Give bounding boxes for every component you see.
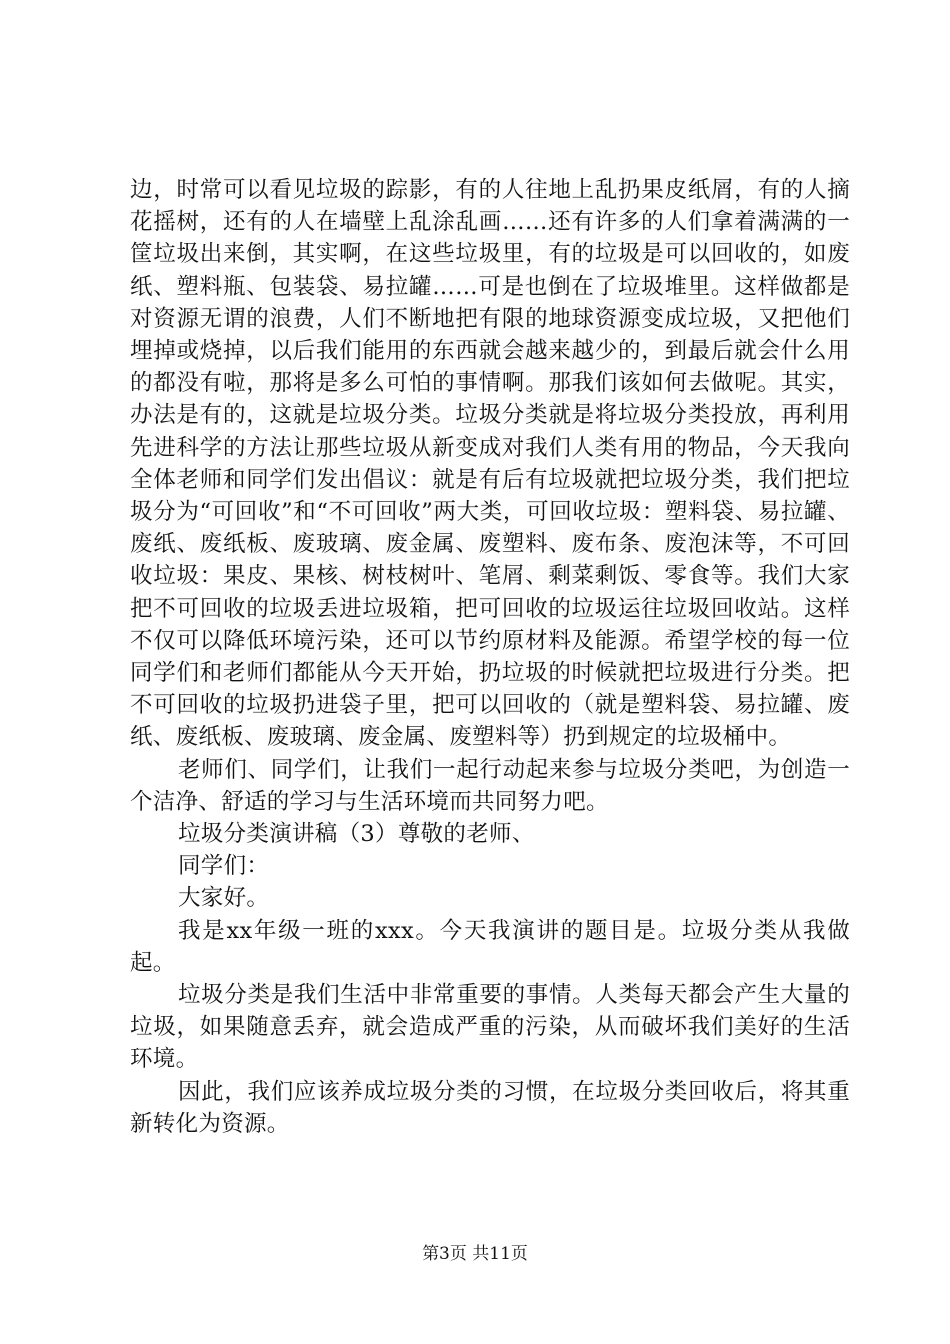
paragraph-importance: 垃圾分类是我们生活中非常重要的事情。人类每天都会产生大量的垃圾，如果随意丢弃，就会造成严重的污染，从而破坏我们美好的生活环境。 xyxy=(130,982,850,1073)
paragraph-conclusion: 因此，我们应该养成垃圾分类的习惯，在垃圾分类回收后，将其重新转化为资源。 xyxy=(130,1078,850,1137)
document-body xyxy=(130,174,850,1140)
speech-title-line: 垃圾分类演讲稿（3）尊敬的老师、 xyxy=(178,821,535,848)
salutation-line: 同学们： xyxy=(178,853,270,880)
paragraph-1: 边，时常可以看见垃圾的踪影，有的人往地上乱扔果皮纸屑，有的人摘花摇树，还有的人在墙壁上乱涂乱画……还有许多的人们拿着满满的一筐垃圾出来倒，其实啊，在这些垃圾里，有的垃圾是可以回收的，如废纸、塑料瓶、包装袋、易拉罐……可是也倒在了垃圾堆里。这样做都是对资源无谓的浪费，人们不断地把有限的地球资源变成垃圾，又把他们埋掉或烧掉，以后我们能用的东西就会越来越少的，到最后就会什么用的都没有啦，那将是多么可怕的事情啊。那我们该如何去做呢。其实，办法是有的，这就是垃圾分类。垃圾分类就是将垃圾分类投放，再利用先进科学的方法让那些垃圾从新变成对我们人类有用的物品，今天我向全体老师和同学们发出倡议：就是有后有垃圾就把垃圾分类，我们把垃圾分为“可回收”和“不可回收”两大类，可回收垃圾：塑料袋、易拉罐、废纸、废纸板、废玻璃、废金属、废塑料、废布条、废泡沫等，不可回收垃圾：果皮、果核、树枝树叶、笔屑、剩菜剩饭、零食等。我们大家把不可回收的垃圾丢进垃圾箱，把可回收的垃圾运往垃圾回收站。这样不仅可以降低环境污染，还可以节约原材料及能源。希望学校的每一位同学们和老师们都能从今天开始，扔垃圾的时候就把垃圾进行分类。把不可回收的垃圾扔进袋子里，把可以回收的（就是塑料袋、易拉罐、废纸、废纸板、废玻璃、废金属、废塑料等）扔到规定的垃圾桶中。 xyxy=(130,177,850,751)
paragraph-intro: 我是xx年级一班的xxx。今天我演讲的题目是。垃圾分类从我做起。 xyxy=(130,917,850,976)
page-number-footer: 第3页 共11页 xyxy=(422,1244,528,1264)
paragraph-2: 老师们、同学们，让我们一起行动起来参与垃圾分类吧，为创造一个洁净、舒适的学习与生活环境而共同努力吧。 xyxy=(130,756,850,815)
greeting-line: 大家好。 xyxy=(178,885,270,912)
